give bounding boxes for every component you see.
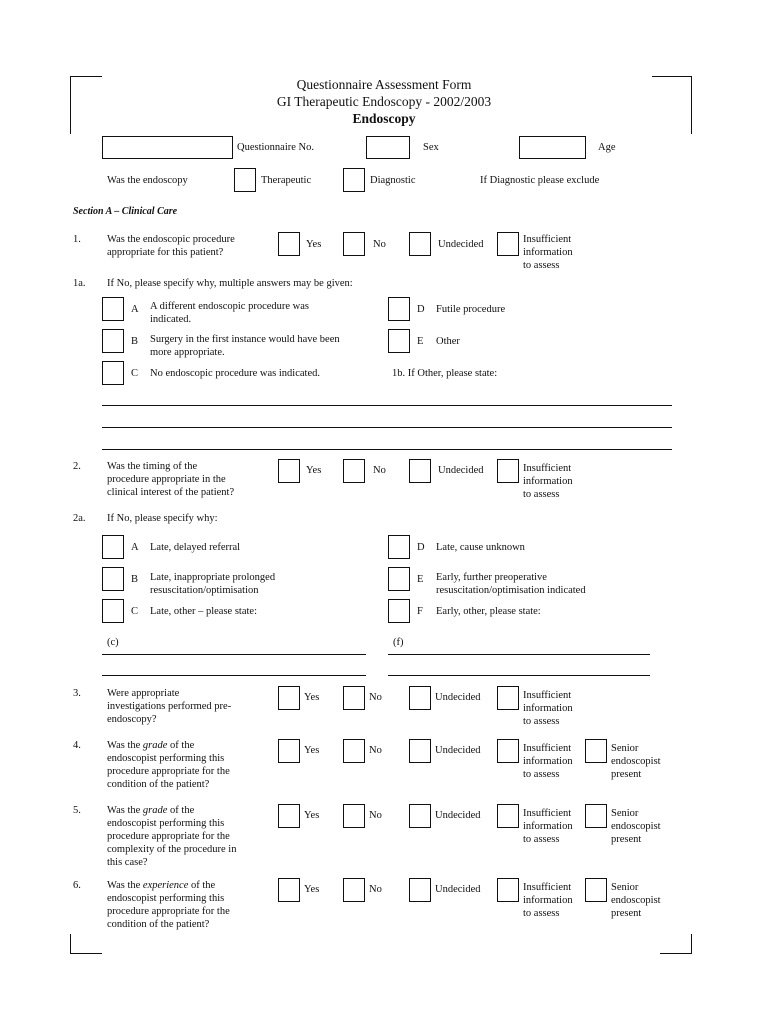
q2-insufficient-label: information <box>523 476 573 487</box>
q1a-e-text: Other <box>436 336 460 347</box>
q1b-answer-line[interactable] <box>102 427 672 428</box>
q1a-c-text: No endoscopic procedure was indicated. <box>150 368 320 379</box>
q2a-c-text: Late, other – please state: <box>150 606 257 617</box>
q6-yes-label: Yes <box>304 884 320 895</box>
q2a-text: If No, please specify why: <box>107 513 218 524</box>
q1-no-checkbox[interactable] <box>343 232 365 256</box>
q5-senior-label: present <box>611 834 642 845</box>
q2a-a-text: Late, delayed referral <box>150 542 241 553</box>
q1a-e-letter: E <box>417 336 424 347</box>
q5-undecided-label: Undecided <box>435 810 481 821</box>
q5-number: 5. <box>73 805 81 816</box>
q2a-c-answer-line[interactable] <box>102 675 366 676</box>
q1b-answer-line[interactable] <box>102 449 672 450</box>
q1-insufficient-label: information <box>523 247 573 258</box>
q2a-f-answer-line[interactable] <box>388 675 650 676</box>
q4-no-checkbox[interactable] <box>343 739 365 763</box>
q3-text: endoscopy? <box>107 714 157 725</box>
q2a-d-letter: D <box>417 542 425 553</box>
q6-text: condition of the patient? <box>107 919 210 930</box>
q2a-f-answer-label: (f) <box>393 637 404 648</box>
therapeutic-checkbox[interactable] <box>234 168 256 192</box>
q6-no-checkbox[interactable] <box>343 878 365 902</box>
q4-senior-label: endoscopist <box>611 756 661 767</box>
q4-no-label: No <box>369 745 382 756</box>
q1-text: appropriate for this patient? <box>107 247 224 258</box>
q1-text: Was the endoscopic procedure <box>107 234 235 245</box>
sex-field[interactable] <box>366 136 410 159</box>
q5-insufficient-checkbox[interactable] <box>497 804 519 828</box>
q5-text: Was the grade of the <box>107 805 195 816</box>
q1-undecided-checkbox[interactable] <box>409 232 431 256</box>
q3-undecided-label: Undecided <box>435 692 481 703</box>
q1a-a-letter: A <box>131 304 139 315</box>
q1-insufficient-label: Insufficient <box>523 234 572 245</box>
q2a-f-text: Early, other, please state: <box>436 606 541 617</box>
q6-insufficient-label: to assess <box>523 908 560 919</box>
crop-mark-bottom-right <box>691 934 692 954</box>
q5-insufficient-label: to assess <box>523 834 560 845</box>
q5-no-label: No <box>369 810 382 821</box>
q3-number: 3. <box>73 688 81 699</box>
diagnostic-label: Diagnostic <box>370 175 416 186</box>
q2-text: Was the timing of the <box>107 461 198 472</box>
q3-no-label: No <box>369 692 382 703</box>
q4-text: Was the grade of the <box>107 740 195 751</box>
q2-insufficient-label: Insufficient <box>523 463 572 474</box>
q4-insufficient-checkbox[interactable] <box>497 739 519 763</box>
q6-senior-label: present <box>611 908 642 919</box>
form-subtitle: GI Therapeutic Endoscopy - 2002/2003 <box>276 94 492 109</box>
q1a-b-text: more appropriate. <box>150 347 225 358</box>
q5-senior-checkbox[interactable] <box>585 804 607 828</box>
q1-insufficient-label: to assess <box>523 260 560 271</box>
q4-senior-label: Senior <box>611 743 639 754</box>
q4-undecided-checkbox[interactable] <box>409 739 431 763</box>
q4-text: procedure appropriate for the <box>107 766 230 777</box>
q2a-e-letter: E <box>417 574 424 585</box>
q1a-d-text: Futile procedure <box>436 304 506 315</box>
q2a-c-checkbox[interactable] <box>102 599 124 623</box>
q3-insufficient-label: to assess <box>523 716 560 727</box>
q5-undecided-checkbox[interactable] <box>409 804 431 828</box>
q2-insufficient-label: to assess <box>523 489 560 500</box>
crop-mark-bottom-left <box>70 934 71 954</box>
q1-yes-label: Yes <box>306 239 322 250</box>
q5-yes-label: Yes <box>304 810 320 821</box>
q1a-a-text: A different endoscopic procedure was <box>150 301 309 312</box>
endoscopy-type-label: Was the endoscopy <box>107 175 188 186</box>
q4-insufficient-label: to assess <box>523 769 560 780</box>
q6-undecided-label: Undecided <box>435 884 481 895</box>
q2-yes-checkbox[interactable] <box>278 459 300 483</box>
q4-insufficient-label: information <box>523 756 573 767</box>
crop-mark-bottom-left <box>70 953 102 954</box>
q6-senior-checkbox[interactable] <box>585 878 607 902</box>
q5-insufficient-label: Insufficient <box>523 808 572 819</box>
q1a-text: If No, please specify why, multiple answers may be given: <box>107 278 353 289</box>
q5-no-checkbox[interactable] <box>343 804 365 828</box>
q6-text: procedure appropriate for the <box>107 906 230 917</box>
q2a-e-text: resuscitation/optimisation indicated <box>436 585 586 596</box>
age-field[interactable] <box>519 136 586 159</box>
q1a-d-checkbox[interactable] <box>388 297 410 321</box>
q2a-f-letter: F <box>417 606 423 617</box>
q1-undecided-label: Undecided <box>438 239 484 250</box>
q6-insufficient-checkbox[interactable] <box>497 878 519 902</box>
q1a-b-letter: B <box>131 336 139 347</box>
q6-senior-label: Senior <box>611 882 639 893</box>
q2a-a-letter: A <box>131 542 139 553</box>
q2-text: procedure appropriate in the <box>107 474 226 485</box>
section-a-heading: Section A – Clinical Care <box>73 206 178 217</box>
q6-undecided-checkbox[interactable] <box>409 878 431 902</box>
q6-insufficient-label: Insufficient <box>523 882 572 893</box>
q3-undecided-checkbox[interactable] <box>409 686 431 710</box>
q3-text: investigations performed pre- <box>107 701 232 712</box>
q2-undecided-label: Undecided <box>438 465 484 476</box>
q5-insufficient-label: information <box>523 821 573 832</box>
q5-text: complexity of the procedure in <box>107 844 237 855</box>
q3-text: Were appropriate <box>107 688 180 699</box>
q3-insufficient-checkbox[interactable] <box>497 686 519 710</box>
q6-no-label: No <box>369 884 382 895</box>
questionnaire-no-field[interactable] <box>102 136 233 159</box>
q2a-b-text: Late, inappropriate prolonged <box>150 572 276 583</box>
q5-text: procedure appropriate for the <box>107 831 230 842</box>
age-label: Age <box>598 142 616 153</box>
form-title: Questionnaire Assessment Form <box>296 77 472 92</box>
q6-number: 6. <box>73 880 81 891</box>
q4-text: endoscopist performing this <box>107 753 225 764</box>
q5-text: endoscopist performing this <box>107 818 225 829</box>
diagnostic-note: If Diagnostic please exclude <box>480 175 600 186</box>
q1-insufficient-checkbox[interactable] <box>497 232 519 256</box>
q2a-f-checkbox[interactable] <box>388 599 410 623</box>
q1-yes-checkbox[interactable] <box>278 232 300 256</box>
q1b-answer-line[interactable] <box>102 405 672 406</box>
q1a-c-letter: C <box>131 368 139 379</box>
q2a-a-checkbox[interactable] <box>102 535 124 559</box>
q4-yes-checkbox[interactable] <box>278 739 300 763</box>
q2a-b-checkbox[interactable] <box>102 567 124 591</box>
q3-no-checkbox[interactable] <box>343 686 365 710</box>
q1a-a-text: indicated. <box>150 314 192 325</box>
questionnaire-no-label: Questionnaire No. <box>237 142 314 153</box>
q6-text: Was the experience of the <box>107 880 216 891</box>
q2-number: 2. <box>73 461 81 472</box>
q5-text: this case? <box>107 857 148 868</box>
q1-number: 1. <box>73 234 81 245</box>
q3-yes-checkbox[interactable] <box>278 686 300 710</box>
q2-undecided-checkbox[interactable] <box>409 459 431 483</box>
q4-number: 4. <box>73 740 81 751</box>
q2-text: clinical interest of the patient? <box>107 487 235 498</box>
q6-insufficient-label: information <box>523 895 573 906</box>
q2a-b-text: resuscitation/optimisation <box>150 585 259 596</box>
q6-senior-label: endoscopist <box>611 895 661 906</box>
therapeutic-label: Therapeutic <box>261 175 312 186</box>
sex-label: Sex <box>423 142 439 153</box>
q2a-f-answer-line[interactable] <box>388 654 650 655</box>
q2a-c-answer-label: (c) <box>107 637 119 648</box>
q2a-b-letter: B <box>131 574 139 585</box>
q2a-d-text: Late, cause unknown <box>436 542 525 553</box>
q5-senior-label: Senior <box>611 808 639 819</box>
q2a-c-answer-line[interactable] <box>102 654 366 655</box>
q6-text: endoscopist performing this <box>107 893 225 904</box>
q2a-d-checkbox[interactable] <box>388 535 410 559</box>
q2a-e-checkbox[interactable] <box>388 567 410 591</box>
diagnostic-checkbox[interactable] <box>343 168 365 192</box>
q2-insufficient-checkbox[interactable] <box>497 459 519 483</box>
q5-yes-checkbox[interactable] <box>278 804 300 828</box>
q2-no-checkbox[interactable] <box>343 459 365 483</box>
q4-undecided-label: Undecided <box>435 745 481 756</box>
q1a-a-checkbox[interactable] <box>102 297 124 321</box>
q1a-number: 1a. <box>73 278 86 289</box>
q4-insufficient-label: Insufficient <box>523 743 572 754</box>
q2-yes-label: Yes <box>306 465 322 476</box>
q1a-b-text: Surgery in the first instance would have been <box>150 334 340 345</box>
q5-senior-label: endoscopist <box>611 821 661 832</box>
q4-yes-label: Yes <box>304 745 320 756</box>
q1-no-label: No <box>373 239 386 250</box>
q1a-c-checkbox[interactable] <box>102 361 124 385</box>
q2a-e-text: Early, further preoperative <box>436 572 547 583</box>
q4-senior-label: present <box>611 769 642 780</box>
form-heading: Endoscopy <box>352 111 416 126</box>
q2a-number: 2a. <box>73 513 86 524</box>
q6-yes-checkbox[interactable] <box>278 878 300 902</box>
q2-no-label: No <box>373 465 386 476</box>
q3-insufficient-label: Insufficient <box>523 690 572 701</box>
q3-yes-label: Yes <box>304 692 320 703</box>
q2a-c-letter: C <box>131 606 139 617</box>
q1b-label: 1b. If Other, please state: <box>392 368 498 379</box>
q4-senior-checkbox[interactable] <box>585 739 607 763</box>
crop-mark-bottom-right <box>660 953 692 954</box>
q1a-b-checkbox[interactable] <box>102 329 124 353</box>
q1a-d-letter: D <box>417 304 425 315</box>
q3-insufficient-label: information <box>523 703 573 714</box>
q1a-e-checkbox[interactable] <box>388 329 410 353</box>
q4-text: condition of the patient? <box>107 779 210 790</box>
